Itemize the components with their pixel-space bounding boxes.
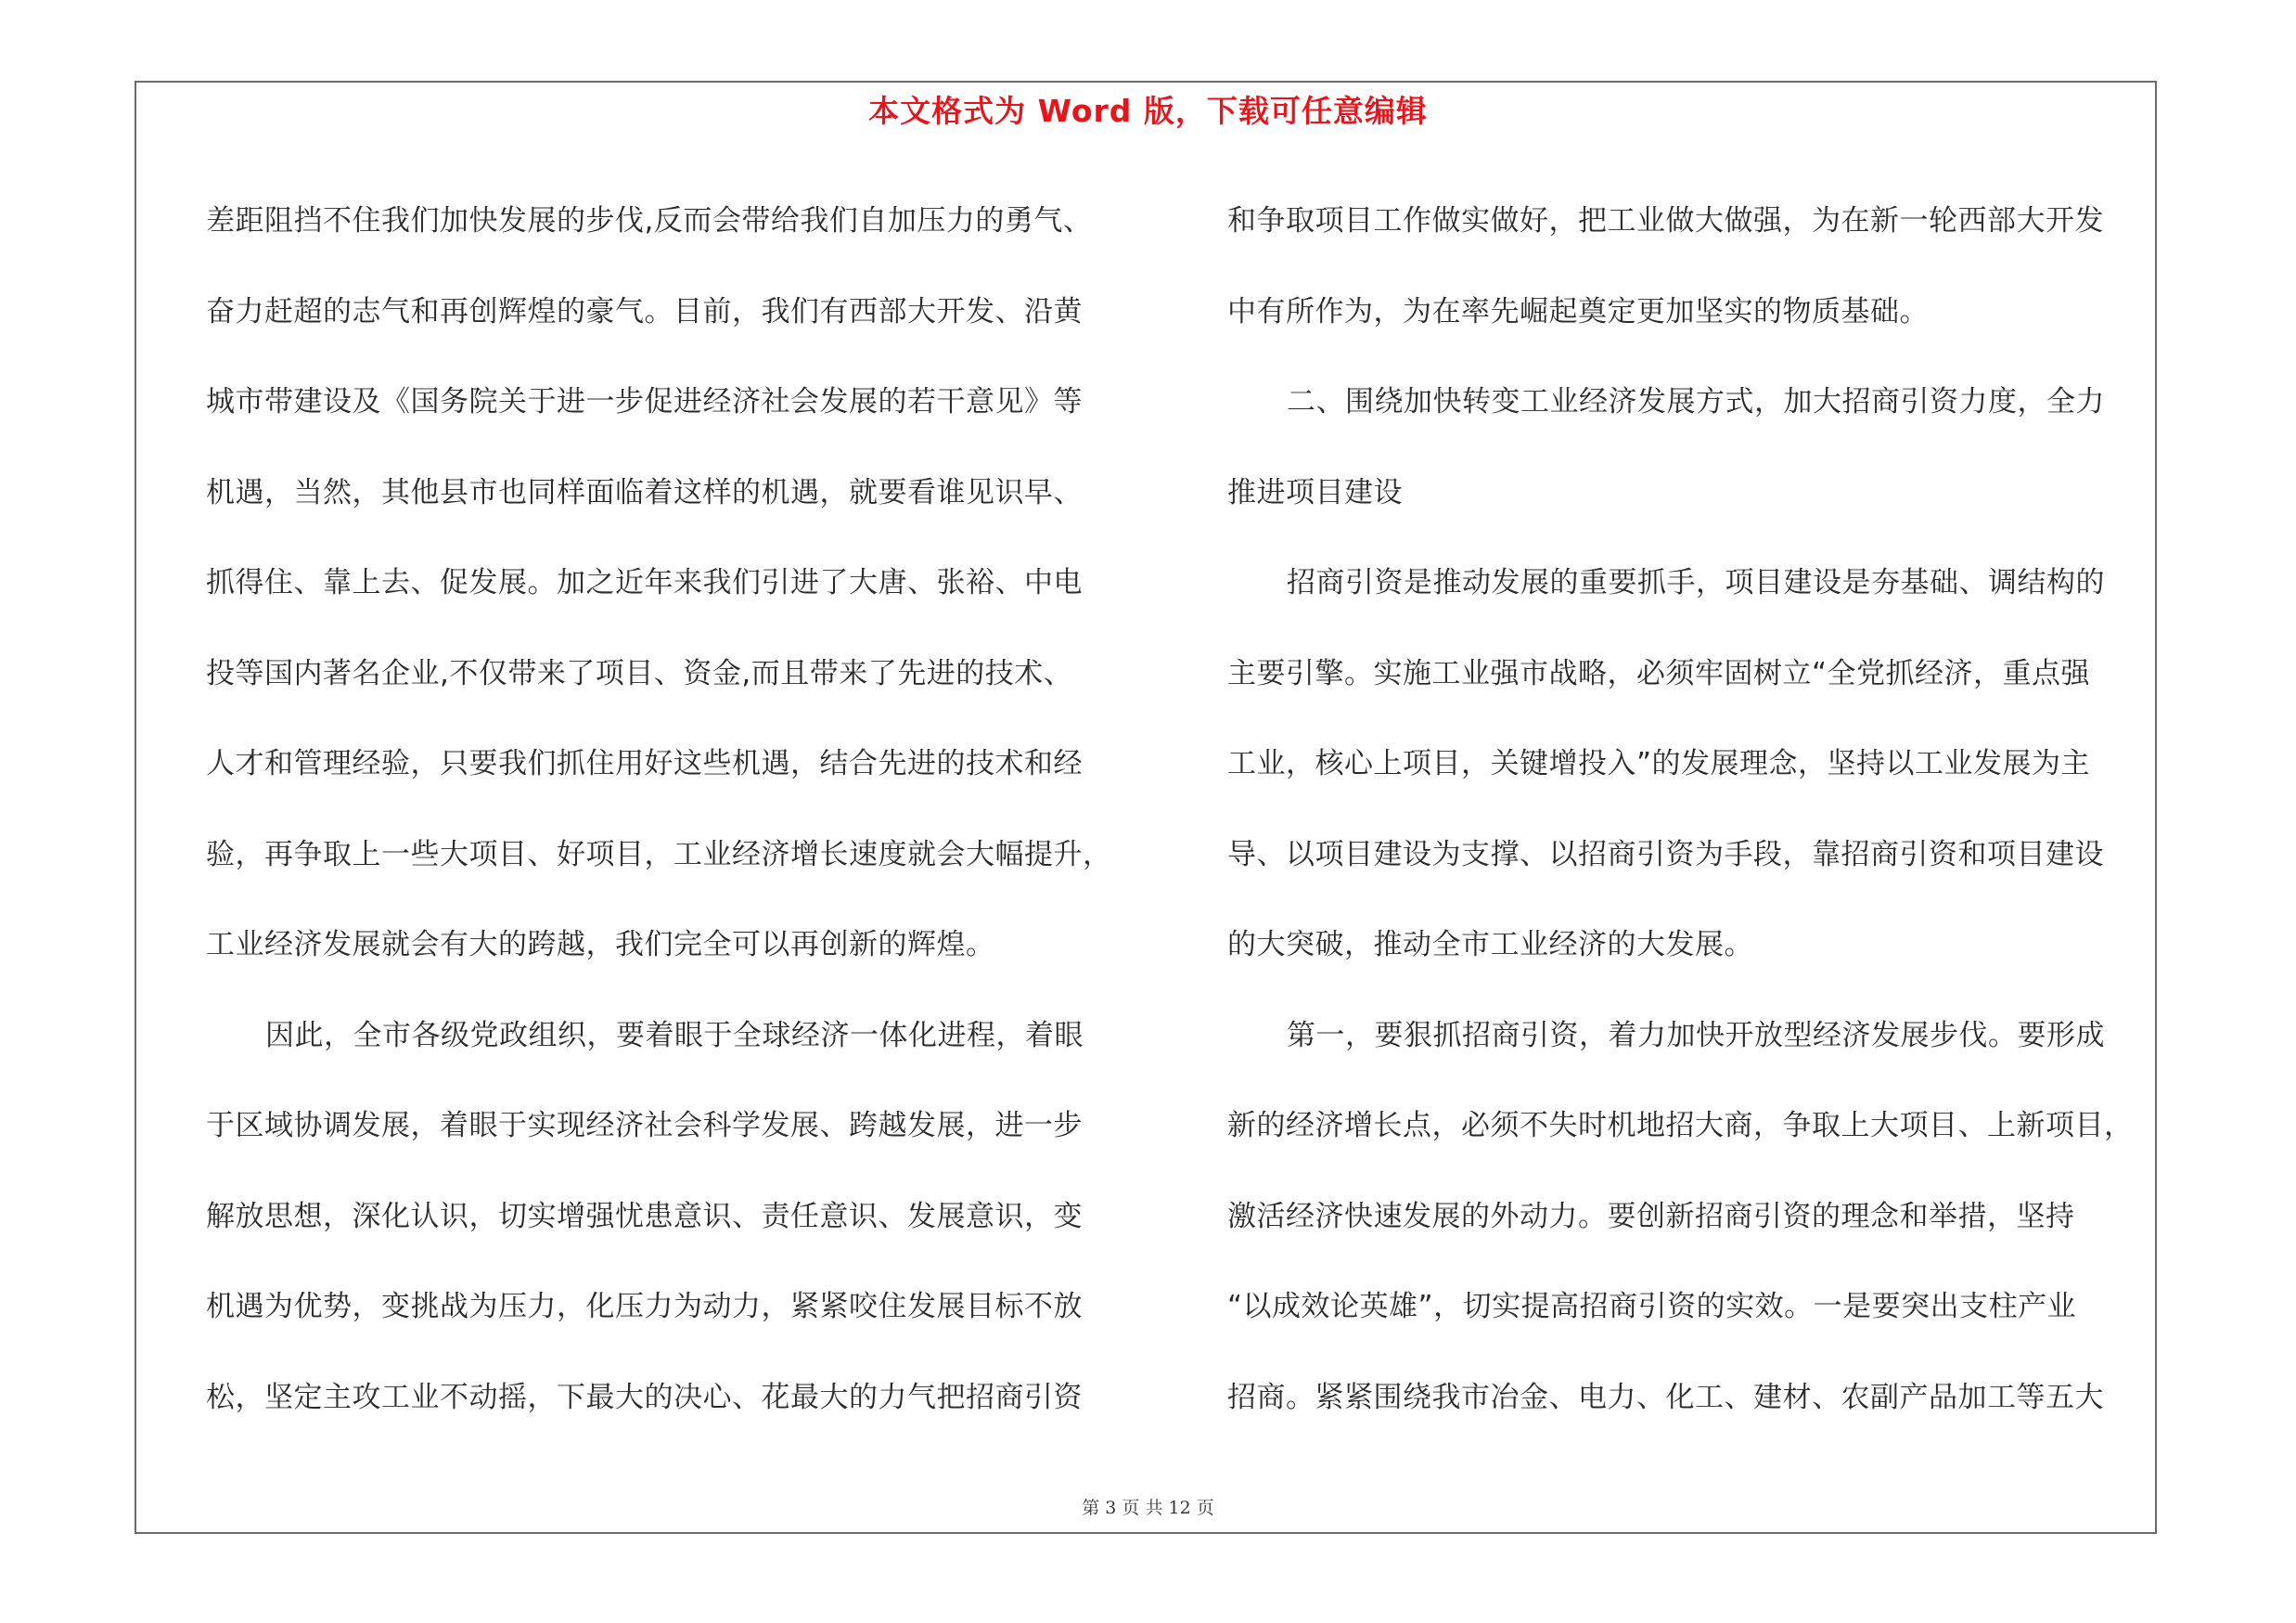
text-line: 抓得住、靠上去、促发展。加之近年来我们引进了大唐、张裕、中电 bbox=[206, 566, 1083, 599]
text-line: 于区域协调发展，着眼于实现经济社会科学发展、跨越发展，进一步 bbox=[206, 1109, 1083, 1142]
text-line: 解放思想，深化认识，切实增强忧患意识、责任意识、发展意识，变 bbox=[206, 1199, 1083, 1233]
text-line: 工业，核心上项目，关键增投入”的发展理念，坚持以工业发展为主 bbox=[1227, 747, 2091, 780]
section-heading-line: 二、围绕加快转变工业经济发展方式，加大招商引资力度，全力 bbox=[1287, 385, 2105, 419]
text-line: 招商。紧紧围绕我市冶金、电力、化工、建材、农副产品加工等五大 bbox=[1227, 1380, 2104, 1414]
text-line: 的大突破，推动全市工业经济的大发展。 bbox=[1227, 928, 1753, 961]
text-line: 主要引擎。实施工业强市战略，必须牢固树立“全党抓经济，重点强 bbox=[1227, 656, 2091, 690]
text-line: 奋力赶超的志气和再创辉煌的豪气。目前，我们有西部大开发、沿黄 bbox=[206, 294, 1083, 328]
section-heading-line: 推进项目建设 bbox=[1227, 475, 1403, 509]
left-column bbox=[206, 176, 1138, 1443]
text-line: 中有所作为，为在率先崛起奠定更加坚实的物质基础。 bbox=[1227, 294, 1929, 328]
text-line: “以成效论英雄”，切实提高招商引资的实效。一是要突出支柱产业 bbox=[1227, 1290, 2077, 1323]
text-line: 工业经济发展就会有大的跨越，我们完全可以再创新的辉煌。 bbox=[206, 928, 995, 961]
text-line: 投等国内著名企业,不仅带来了项目、资金,而且带来了先进的技术、 bbox=[206, 656, 1073, 690]
text-line: 松，坚定主攻工业不动摇，下最大的决心、花最大的力气把招商引资 bbox=[206, 1380, 1083, 1414]
text-line: 和争取项目工作做实做好，把工业做大做强，为在新一轮西部大开发 bbox=[1227, 204, 2104, 238]
paragraph-start-line: 招商引资是推动发展的重要抓手，项目建设是夯基础、调结构的 bbox=[1287, 566, 2105, 599]
text-line: 激活经济快速发展的外动力。要创新招商引资的理念和举措，坚持 bbox=[1227, 1199, 2075, 1233]
text-line: 验，再争取上一些大项目、好项目，工业经济增长速度就会大幅提升， bbox=[206, 837, 1112, 871]
header-banner: 本文格式为 Word 版，下载可任意编辑 bbox=[868, 93, 1428, 129]
right-column bbox=[1227, 176, 2150, 1443]
text-line: 城市带建设及《国务院关于进一步促进经济社会发展的若干意见》等 bbox=[206, 385, 1083, 419]
text-line: 机遇，当然，其他县市也同样面临着这样的机遇，就要看谁见识早、 bbox=[206, 475, 1083, 509]
page-number-footer: 第 3 页 共 12 页 bbox=[1082, 1498, 1214, 1518]
paragraph-start-line: 因此，全市各级党政组织，要着眼于全球经济一体化进程，着眼 bbox=[265, 1018, 1084, 1052]
text-line: 新的经济增长点，必须不失时机地招大商，争取上大项目、上新项目， bbox=[1227, 1109, 2134, 1142]
text-line: 导、以项目建设为支撑、以招商引资为手段，靠招商引资和项目建设 bbox=[1227, 837, 2104, 871]
text-line: 人才和管理经验，只要我们抓住用好这些机遇，结合先进的技术和经 bbox=[206, 747, 1083, 780]
paragraph-start-line: 第一，要狠抓招商引资，着力加快开放型经济发展步伐。要形成 bbox=[1287, 1018, 2105, 1052]
text-line: 差距阻挡不住我们加快发展的步伐,反而会带给我们自加压力的勇气、 bbox=[206, 204, 1093, 238]
text-line: 机遇为优势，变挑战为压力，化压力为动力，紧紧咬住发展目标不放 bbox=[206, 1290, 1083, 1323]
